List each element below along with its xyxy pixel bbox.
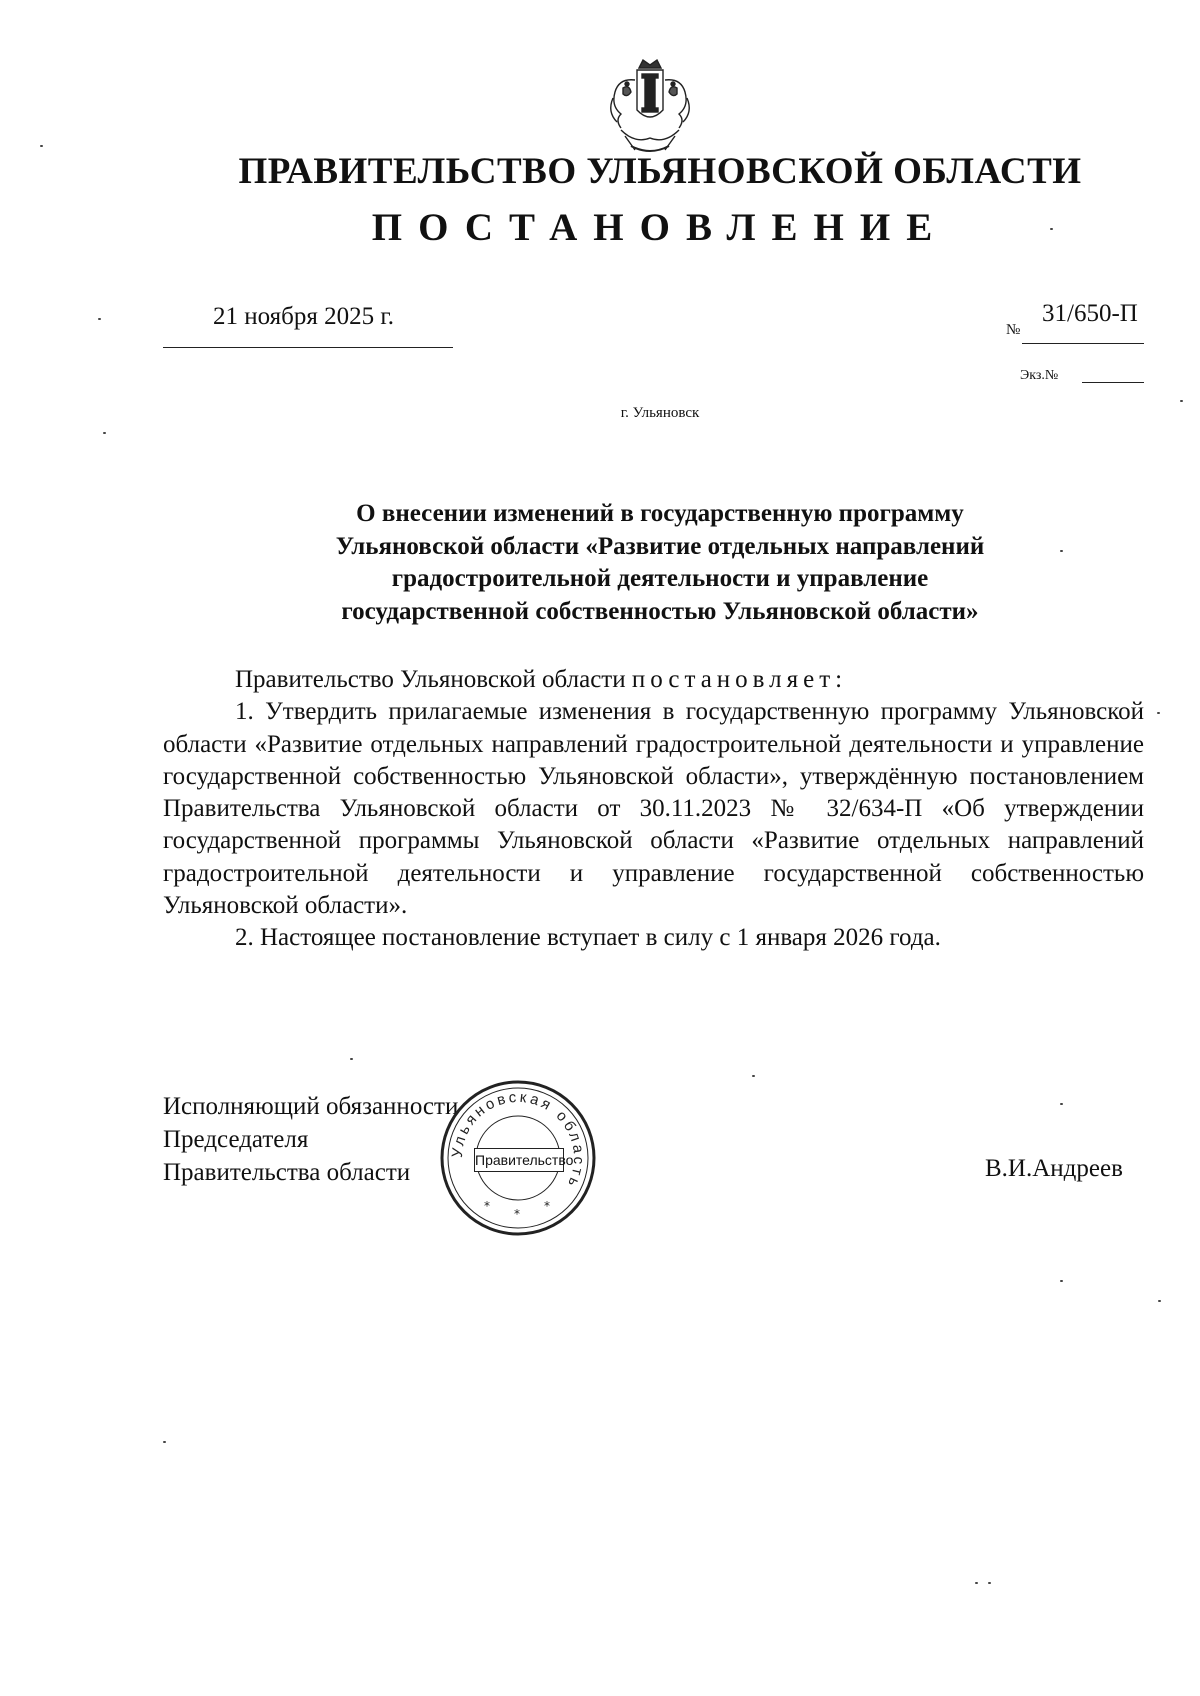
- scan-speck: [1060, 550, 1063, 552]
- date-underline: [163, 347, 453, 348]
- document-date: 21 ноября 2025 г.: [213, 303, 395, 330]
- signatory-title-line: Исполняющий обязанности: [163, 1093, 459, 1120]
- intro-verb: постановляет:: [631, 666, 848, 693]
- scan-speck: [163, 1441, 166, 1443]
- scan-speck: [752, 1075, 755, 1077]
- document-body: [163, 664, 1144, 955]
- scan-speck: [1050, 228, 1053, 230]
- coat-of-arms-emblem: [601, 58, 699, 158]
- scan-speck: [103, 432, 106, 434]
- document-type-heading: ПОСТАНОВЛЕНИЕ: [371, 206, 949, 249]
- svg-text:*: *: [484, 1199, 490, 1213]
- item-2-paragraph: 2. Настоящее постановление вступает в силу с 1 января 2026 года.: [235, 924, 941, 952]
- seal-ring-text: Ульяновская область: [448, 1088, 588, 1192]
- subject-line: государственной собственностью Ульяновской области»: [341, 597, 979, 625]
- item-1-paragraph: 1. Утвердить прилагаемые изменения в государственную программу Ульяновской области «Развитие отдельных направлений градостроительной деятельности и управление государственной собственностью Ульяновской области», утверждённую постановлением Правительства Ульяновской области от 30.11.2023 № 32/634-П «Об утверждении государственной программы Ульяновской области «Развитие отдельных направлений градостроительной деятельности и управление государственной собственностью Ульяновской области».: [163, 698, 1144, 920]
- intro-prefix: Правительство Ульяновской области: [235, 666, 632, 693]
- intro-paragraph: [163, 664, 1144, 696]
- signatory-title-line: Председателя: [163, 1126, 309, 1153]
- signatory-title: [163, 1090, 458, 1189]
- signatory-title-line: Правительства области: [163, 1159, 411, 1186]
- document-subject: [240, 498, 1080, 628]
- signer-name: В.И.Андреев: [985, 1155, 1123, 1182]
- subject-line: О внесении изменений в государственную программу: [356, 500, 964, 527]
- scan-speck: [1060, 1103, 1063, 1105]
- subject-line: Ульяновской области «Развитие отдельных направлений: [335, 532, 985, 560]
- svg-text:*: *: [514, 1207, 520, 1221]
- copy-number-label: Экз.№: [1020, 368, 1059, 383]
- scan-speck: [350, 1058, 353, 1060]
- organization-title: ПРАВИТЕЛЬСТВО УЛЬЯНОВСКОЙ ОБЛАСТИ: [238, 151, 1082, 192]
- svg-text:*: *: [544, 1199, 550, 1213]
- scan-speck: [98, 318, 101, 320]
- scan-speck: [975, 1582, 978, 1584]
- number-sign: №: [1006, 322, 1021, 338]
- scan-speck: [1060, 1280, 1063, 1282]
- seal-center-label: Правительство: [474, 1148, 564, 1172]
- copy-number-underline: [1082, 382, 1144, 383]
- number-underline: [1022, 343, 1144, 344]
- scan-speck: [40, 145, 43, 147]
- scan-speck: [1180, 400, 1183, 402]
- scan-speck: [1158, 1300, 1161, 1302]
- scan-speck: [988, 1582, 991, 1584]
- scan-speck: [1157, 712, 1160, 714]
- city-label: г. Ульяновск: [620, 405, 700, 421]
- document-number: 31/650-П: [1042, 300, 1138, 327]
- subject-line: градостроительной деятельности и управление: [391, 565, 929, 592]
- svg-text:Ульяновская область: [449, 1089, 587, 1192]
